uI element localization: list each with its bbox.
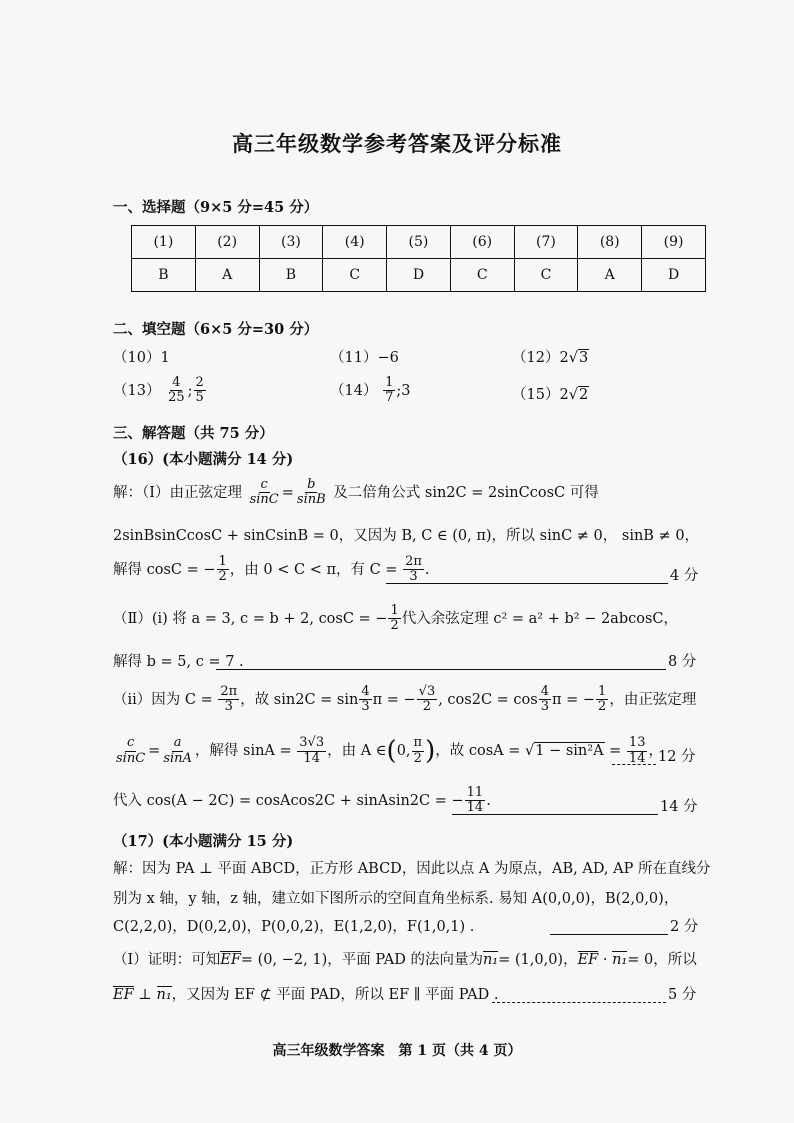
sqrt-sign: √ — [525, 743, 535, 759]
score-leader-line — [550, 924, 668, 943]
p17-line-5 — [113, 983, 498, 1004]
fraction-4-3 — [539, 685, 551, 715]
numerator: √3 — [418, 684, 436, 699]
fraction — [194, 376, 206, 406]
score-leader-line — [452, 804, 658, 823]
answer-q10 — [113, 346, 170, 367]
q-radicand: 3 — [578, 350, 589, 366]
p16-line-8: 代入 cos(A − 2C) = cosAcos2C + sinAsin2C = − $\frac{11}{14}$ . — [113, 785, 491, 816]
fraction-half — [217, 555, 229, 585]
section-solution-heading: 三、解答题（共 75 分） — [113, 425, 274, 442]
p16-line-5: 解得 b = 5, c = 7 . — [113, 654, 244, 670]
table-cell: (5) — [387, 226, 451, 259]
text: π = − — [372, 691, 416, 708]
separator: ;3 — [396, 382, 411, 399]
fraction — [383, 376, 395, 406]
page-title: 高三年级数学参考答案及评分标准 — [232, 131, 562, 156]
table-cell: C — [450, 259, 514, 292]
text: （Ⅱ）(i) 将 a = 3, c = b + 2, cosC = − — [113, 610, 388, 627]
numerator: 1 — [598, 684, 607, 699]
dot-operator: · — [598, 952, 613, 968]
table-cell: (9) — [642, 226, 706, 259]
section-fill-heading: 二、填空题（6×5 分=30 分） — [113, 321, 319, 338]
sqrt-sign: √ — [568, 387, 578, 403]
numerator: 11 — [466, 785, 484, 800]
p16-line-3: 解得 cosC = − $\frac{1}{2}$ ，由 0 < C < π，有 C = $\frac{2\pi}{3}$ . — [113, 554, 430, 585]
answer-table-answer-row — [132, 259, 706, 292]
denominator: 2 — [413, 750, 422, 766]
table-cell: B — [259, 259, 323, 292]
q-label: （13） — [113, 382, 161, 399]
text: 代入余弦定理 c² = a² + b² − 2abcosC， — [401, 610, 678, 627]
text: ，故 cosA = — [435, 743, 525, 759]
text: = 0，所以 — [627, 952, 697, 968]
vector-n1: n₁ — [482, 952, 499, 968]
score-leader-line — [612, 750, 656, 773]
numerator: 4 — [361, 684, 370, 699]
vector-n1: n₁ — [612, 952, 628, 968]
score-mark: 12 分 — [658, 749, 696, 765]
numerator: a — [173, 735, 182, 751]
p16-line-2: 2sinBsinCcosC + sinCsinB = 0，又因为 B, C ∈ (0, π)，所以 sinC ≠ 0， sinB ≠ 0， — [113, 528, 700, 544]
vector-EF: EF — [220, 952, 241, 968]
denominator: 14 — [303, 750, 320, 766]
close-paren: ) — [425, 736, 436, 766]
q-coef: 2 — [559, 350, 569, 366]
denominator: 14 — [466, 800, 484, 816]
score-mark: 5 分 — [668, 987, 697, 1003]
q-label: （15） — [512, 387, 560, 403]
answer-q15 — [512, 383, 589, 404]
section-choice-heading: 一、选择题（9×5 分=45 分） — [113, 199, 319, 216]
q-label: （12） — [512, 350, 560, 366]
q-label: （14） — [330, 382, 378, 399]
p16-line-6 — [113, 685, 696, 715]
fraction-half — [388, 604, 400, 634]
score-leader-line — [386, 573, 668, 592]
numerator: 4 — [172, 375, 181, 390]
denominator: 3 — [540, 699, 549, 715]
text: ，又因为 EF ⊄ 平面 PAD，所以 EF ∥ 平面 PAD . — [171, 987, 499, 1003]
leader — [612, 764, 656, 765]
interval-left: 0, — [396, 743, 411, 759]
fraction-b-sinB — [295, 478, 328, 508]
equals: = — [281, 484, 294, 501]
vector-EF: EF — [577, 952, 599, 968]
denominator: 3 — [224, 699, 233, 715]
p17-line-2: 别为 x 轴，y 轴，z 轴，建立如下图所示的空间直角坐标系. 易知 A(0,0,0)，B(2,0,0)， — [113, 891, 679, 907]
numerator: 1 — [385, 375, 394, 390]
table-cell: (4) — [323, 226, 387, 259]
score-leader-line — [216, 659, 666, 678]
separator: ; — [187, 382, 193, 399]
fraction-sqrt3-2 — [417, 685, 438, 715]
text: 解得 cosC = − — [113, 561, 216, 578]
table-cell: (3) — [259, 226, 323, 259]
numerator: 3√3 — [299, 735, 325, 751]
denominator: 7 — [385, 390, 394, 406]
sqrt-sign: √ — [568, 350, 578, 366]
text: π = − — [552, 691, 596, 708]
q-radicand: 2 — [578, 387, 589, 403]
text: , cos2C = cos — [438, 691, 538, 708]
denominator: 2 — [218, 569, 227, 585]
denominator: 14 — [628, 750, 646, 766]
score-mark: 8 分 — [668, 654, 697, 670]
text: ，由 0 < C < π，有 C = — [229, 561, 398, 578]
numerator: b — [307, 477, 316, 492]
answer-table-header-row — [132, 226, 706, 259]
table-cell: A — [578, 259, 642, 292]
denominator: 2 — [422, 699, 432, 715]
table-cell: (2) — [195, 226, 259, 259]
denominator: 3 — [361, 699, 370, 715]
leader — [386, 583, 668, 584]
q-value: 1 — [160, 350, 170, 366]
table-cell: (6) — [450, 226, 514, 259]
table-cell: D — [387, 259, 451, 292]
text: ，由正弦定理 — [609, 691, 697, 708]
fraction-half — [596, 685, 608, 715]
denominator: sinC — [249, 492, 279, 508]
table-cell: C — [323, 259, 387, 292]
denominator: 3 — [409, 569, 418, 585]
answer-q11 — [330, 346, 399, 367]
text: ，解得 sinA = — [194, 743, 292, 759]
p17-line-3: C(2,2,0)，D(0,2,0)，P(0,0,2)，E(1,2,0)，F(1,0,1) . — [113, 919, 475, 935]
fraction-a-sinA — [161, 736, 194, 766]
vector-n1: n₁ — [156, 987, 172, 1003]
table-cell: (8) — [578, 226, 642, 259]
q-label: （10） — [113, 350, 161, 366]
fraction — [166, 376, 187, 406]
score-mark: 14 分 — [660, 799, 698, 815]
p16-line-7: $\frac{c}{\sin C}$ = $\frac{a}{\sin A}$ ，解得 sinA = $\frac{3√3}{14}$ ，由 A ∈(0, $\frac{\pi}{2}$ )，故 cosA = √1 − sin²A = $\frac{13}{14}$ ， — [116, 735, 663, 766]
vector-EF: EF — [113, 987, 134, 1003]
leader — [492, 1002, 666, 1003]
fraction-pi-2 — [412, 736, 425, 766]
denominator: 2 — [598, 699, 607, 715]
numerator: c — [126, 735, 135, 751]
q-label: （11） — [330, 350, 378, 366]
table-cell: C — [514, 259, 578, 292]
table-cell: (1) — [132, 226, 196, 259]
leader — [216, 669, 666, 670]
problem-16-heading: （16）(本小题满分 14 分) — [113, 451, 294, 468]
numerator: π — [413, 735, 423, 751]
perp-operator: ⊥ — [133, 987, 157, 1003]
answer-q13 — [113, 376, 207, 406]
leader — [550, 934, 668, 935]
table-cell: B — [132, 259, 196, 292]
answer-table — [131, 225, 706, 292]
p17-line-4 — [113, 948, 697, 969]
denominator: 2 — [390, 618, 399, 634]
fraction-2pi-3 — [218, 685, 239, 715]
radicand: 1 − sin²A — [535, 743, 604, 759]
denominator: sinC — [116, 750, 146, 766]
text: 代入 cos(A − 2C) = cosAcos2C + sinAsin2C = − — [113, 792, 464, 809]
q-value: −6 — [377, 350, 399, 366]
table-cell: D — [642, 259, 706, 292]
text: 解：（Ⅰ）由正弦定理 — [113, 484, 242, 501]
numerator: 2π — [220, 684, 238, 699]
answer-q12 — [512, 346, 589, 367]
numerator: 1 — [390, 603, 399, 618]
text: ，故 sin2C = sin — [240, 691, 359, 708]
text: ，由 A ∈ — [327, 743, 387, 759]
leader — [452, 814, 658, 815]
page-footer: 高三年级数学答案 第 1 页（共 4 页） — [272, 1043, 522, 1059]
open-paren: ( — [386, 736, 397, 766]
p16-line-1 — [113, 478, 599, 508]
text: = — [604, 743, 622, 759]
score-leader-line — [492, 992, 666, 1011]
fraction-c-sinC — [114, 736, 147, 766]
denominator: 25 — [168, 390, 185, 406]
answer-q14 — [330, 376, 410, 406]
denominator: sinB — [296, 492, 326, 508]
text: （ii）因为 C = — [113, 691, 213, 708]
fraction-c-sinC — [248, 478, 281, 508]
numerator: 2 — [195, 375, 204, 390]
p17-line-1: 解：因为 PA ⊥ 平面 ABCD，正方形 ABCD，因此以点 A 为原点，AB, AD, AP 所在直线分 — [113, 861, 711, 877]
table-cell: A — [195, 259, 259, 292]
numerator: 13 — [628, 735, 646, 751]
q-coef: 2 — [559, 387, 569, 403]
text: 及二倍角公式 sin2C = 2sinCcosC 可得 — [333, 484, 599, 501]
numerator: c — [260, 477, 268, 492]
score-mark: 4 分 — [670, 568, 699, 584]
equals: = — [148, 743, 161, 759]
problem-17-heading: （17）(本小题满分 15 分) — [113, 833, 294, 850]
numerator: 1 — [218, 554, 227, 569]
denominator: 5 — [195, 390, 204, 406]
table-cell: (7) — [514, 226, 578, 259]
numerator: 4 — [540, 684, 549, 699]
fraction-4-3 — [359, 685, 371, 715]
text: （Ⅰ）证明：可知 — [113, 952, 221, 968]
score-mark: 2 分 — [670, 919, 699, 935]
numerator: 2π — [405, 554, 422, 569]
text: = (1,0,0)， — [498, 952, 578, 968]
p16-line-4 — [113, 604, 678, 634]
denominator: sinA — [163, 750, 192, 766]
text: = (0, −2, 1)，平面 PAD 的法向量为 — [240, 952, 483, 968]
fraction-sinA-value — [297, 736, 326, 766]
